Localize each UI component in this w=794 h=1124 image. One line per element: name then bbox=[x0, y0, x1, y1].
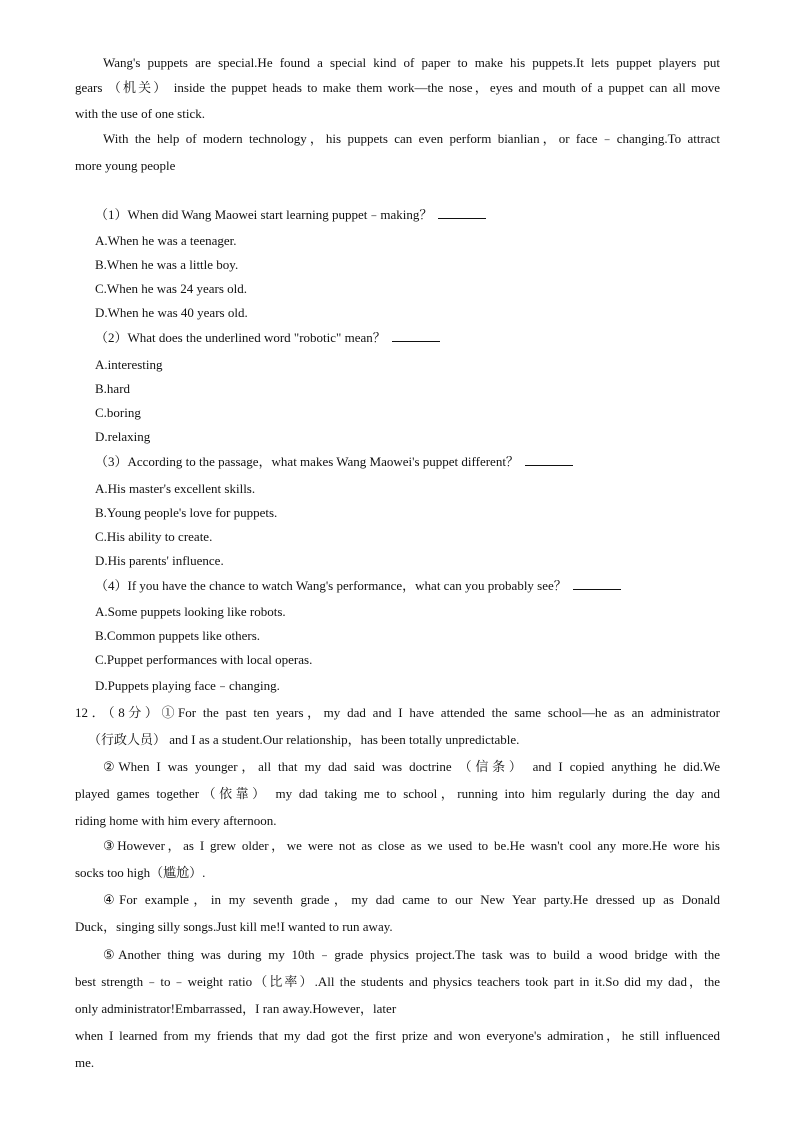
option-c: C.Puppet performances with local operas. bbox=[95, 652, 313, 667]
option-b: B.hard bbox=[95, 381, 131, 396]
q12-line: ④For example，in my seventh grade，my dad came to our New Year party.He dressed up as Donald bbox=[103, 892, 720, 907]
option-a: A.His master's excellent skills. bbox=[95, 481, 256, 496]
q12-line: ③However，as I grew older，we were not as close as we used to be.He wasn't cool any more.He wore his bbox=[103, 838, 720, 853]
q12-line: riding home with him every afternoon. bbox=[75, 813, 277, 828]
answer-blank bbox=[392, 330, 440, 342]
passage-line: With the help of modern technology，his puppets can even perform bianlian，or face﹣changing.To attract bbox=[103, 131, 720, 146]
passage-line: more young people bbox=[75, 158, 176, 173]
option-c: C.When he was 24 years old. bbox=[95, 281, 247, 296]
q12-line: Duck，singing silly songs.Just kill me!I wanted to run away. bbox=[75, 919, 393, 934]
option-d: D.relaxing bbox=[95, 429, 151, 444]
q12-line: played games together（依靠） my dad taking me to school，running into him regularly during the day and bbox=[75, 786, 720, 801]
answer-blank bbox=[573, 578, 621, 590]
q12-line: 12．（8分）①For the past ten years，my dad and I have attended the same school—he as an administrator bbox=[75, 705, 720, 720]
q12-line: only administrator!Embarrassed，I ran away.However，later bbox=[75, 1001, 397, 1016]
question-stem: （2）What does the underlined word "robotic" mean？ bbox=[95, 330, 440, 346]
option-d: D.Puppets playing face﹣changing. bbox=[95, 678, 280, 693]
answer-blank bbox=[438, 207, 486, 219]
passage-line: gears （机关） inside the puppet heads to make them work—the nose，eyes and mouth of a puppet can all move bbox=[75, 80, 720, 95]
q12-line: best strength﹣to﹣weight ratio（比率）.All the students and physics teachers took part in it.So did my dad，the bbox=[75, 974, 720, 989]
q12-line: me. bbox=[75, 1055, 95, 1070]
q12-line: socks too high（尴尬）. bbox=[75, 865, 206, 880]
option-c: C.His ability to create. bbox=[95, 529, 213, 544]
option-d: D.When he was 40 years old. bbox=[95, 305, 248, 320]
answer-blank bbox=[525, 454, 573, 466]
q12-line: （行政人员） and I as a student.Our relationship，has been totally unpredictable. bbox=[88, 732, 520, 747]
option-a: A.Some puppets looking like robots. bbox=[95, 604, 286, 619]
option-a: A.interesting bbox=[95, 357, 163, 372]
option-b: B.Common puppets like others. bbox=[95, 628, 261, 643]
q12-line: ⑤Another thing was during my 10th﹣grade physics project.The task was to build a wood bridge with the bbox=[103, 947, 720, 962]
q12-line: ②When I was younger，all that my dad said was doctrine （信条） and I copied anything he did.We bbox=[103, 759, 720, 774]
question-stem: （1）When did Wang Maowei start learning puppet﹣making？ bbox=[95, 207, 486, 223]
question-stem: （4）If you have the chance to watch Wang's performance，what can you probably see？ bbox=[95, 578, 621, 594]
passage-line: with the use of one stick. bbox=[75, 106, 205, 121]
option-a: A.When he was a teenager. bbox=[95, 233, 237, 248]
passage-line: Wang's puppets are special.He found a special kind of paper to make his puppets.It lets puppet players put bbox=[103, 55, 720, 70]
q12-line: when I learned from my friends that my dad got the first prize and won everyone's admiration，he still influenced bbox=[75, 1028, 720, 1043]
option-c: C.boring bbox=[95, 405, 141, 420]
question-stem: （3）According to the passage，what makes Wang Maowei's puppet different？ bbox=[95, 454, 573, 470]
option-b: B.When he was a little boy. bbox=[95, 257, 239, 272]
option-d: D.His parents' influence. bbox=[95, 553, 224, 568]
option-b: B.Young people's love for puppets. bbox=[95, 505, 278, 520]
